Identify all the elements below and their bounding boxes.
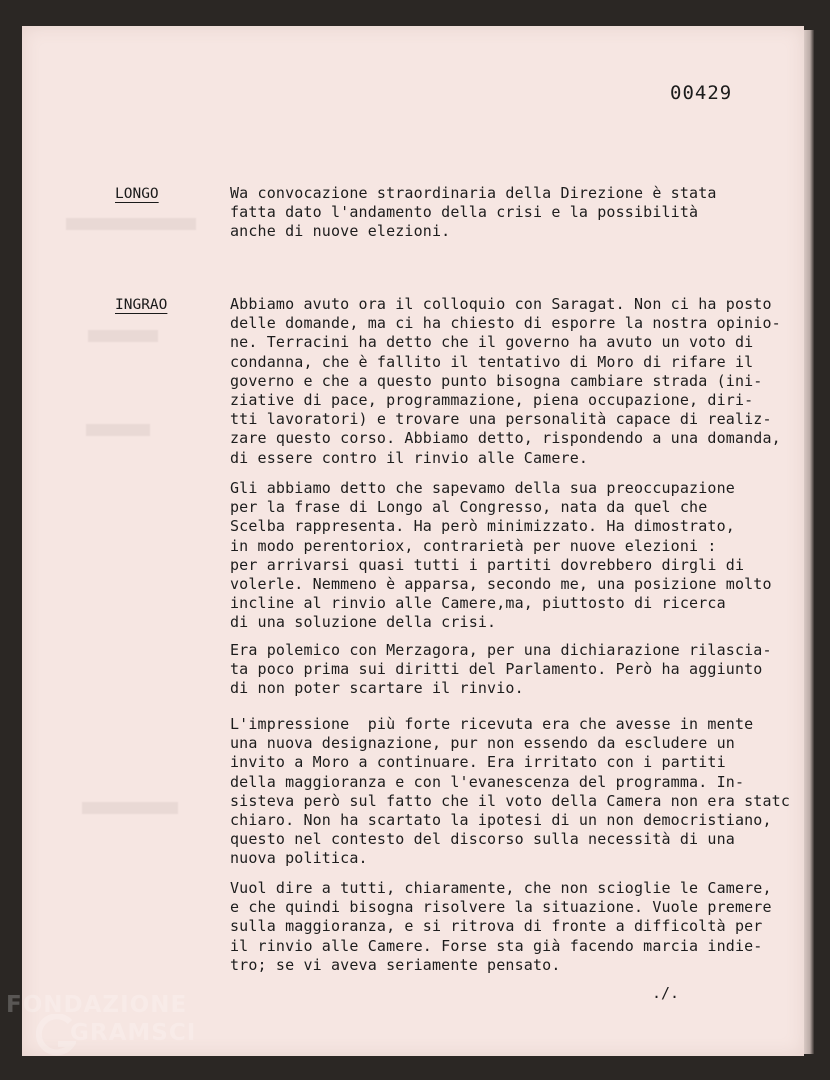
speaker-label-ingrao: INGRAO [115, 297, 168, 313]
ingrao-paragraph-4: L'impressione più forte ricevuta era che avesse in mente una nuova designazione, pur non essendo da escludere un invito a Moro a continuare. Era irritato con i partiti della maggioranza e con l'evanescenza del programma. In- sisteva però sul fatto che il voto della Camera non era statc chiaro. Non ha scartato la ipotesi di un non democristiano, questo nel contesto del discorso sulla necessità di una nuova politica. [230, 715, 791, 868]
archive-watermark [6, 992, 216, 1062]
ingrao-paragraph-5: Vuol dire a tutti, chiaramente, che non scioglie le Camere, e che quindi bisogna risolvere la situazione. Vuole premere sulla maggioranza, e si ritrova di fronte a difficoltà per il rinvio alle Camere. Forse sta già facendo marcia indie- tro; se vi aveva seriamente pensato. [230, 879, 772, 974]
watermark-line-2: GRAMSCI [70, 1020, 197, 1046]
speaker-label-longo: LONGO [115, 186, 159, 202]
bleed-through-mark [66, 218, 196, 230]
bleed-through-mark [88, 330, 158, 342]
ingrao-paragraph-1: Abbiamo avuto ora il colloquio con Saragat. Non ci ha posto delle domande, ma ci ha chiesto di esporre la nostra opinio- ne. Terracini ha detto che il governo ha avuto un voto di condanna, che è fallito il tentativo di Moro di rifare il governo e che a questo punto bisogna cambiare strada (ini- ziative di pace, programmazione, piena occupazione, diri- tti lavoratori) e trovare una personalità capace di realiz- zare questo corso. Abbiamo detto, rispondendo a una domanda, di essere contro il rinvio alle Camere. [230, 295, 781, 467]
document-number: 00429 [670, 82, 733, 104]
bleed-through-mark [82, 802, 178, 814]
ingrao-paragraph-3: Era polemico con Merzagora, per una dichiarazione rilascia- ta poco prima sui diritti del Parlamento. Però ha aggiunto di non poter scartare il rinvio. [230, 641, 772, 698]
sign-off-mark: ./. [652, 984, 680, 1002]
page-edge [804, 30, 814, 1054]
longo-paragraph-1: Wa convocazione straordinaria della Direzione è stata fatta dato l'andamento della crisi e la possibilità anche di nuove elezioni. [230, 184, 717, 241]
bleed-through-mark [86, 424, 150, 436]
ingrao-paragraph-2: Gli abbiamo detto che sapevamo della sua preoccupazione per la frase di Longo al Congresso, nata da quel che Scelba rappresenta. Ha però minimizzato. Ha dimostrato, in modo perentoriox, contrarietà per nuove elezioni : per arrivarsi quasi tutti i partiti dovrebbero dirgli di volerle. Nemmeno è apparsa, secondo me, una posizione molto incline al rinvio alle Camere,ma, piuttosto di ricerca di una soluzione della crisi. [230, 479, 772, 632]
watermark-line-1: FONDAZIONE [6, 992, 188, 1018]
